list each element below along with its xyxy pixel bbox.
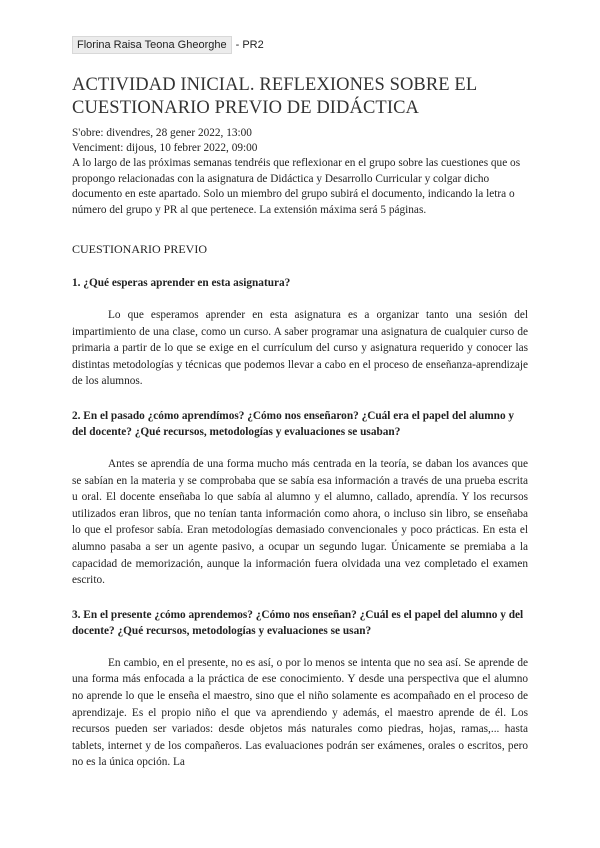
group-label: - PR2	[235, 39, 264, 51]
questionnaire-heading: CUESTIONARIO PREVIO	[72, 242, 207, 256]
activity-title: ACTIVIDAD INICIAL. REFLEXIONES SOBRE EL CUESTIONARIO PREVIO DE DIDÁCTICA	[72, 75, 477, 118]
answer-3: En cambio, en el presente, no es así, o por lo menos se intenta que no sea así. Se aprende de una forma más enfocada a la práctica de ese conocimiento. Y desde una perspectiva que el alumno no aprende lo que le enseña el maestro, sino que el niño solamente es acompañado en el proceso de aprendizaje. Es el propio niño el que va aprendiendo y además, el maestro aprende de él. Los recursos pueden ser variados: desde objetos más naturales como piedras, hojas, ramas,... hasta tablets, internet y de los compañeros. Las evaluaciones podrán ser exámenes, orales o escritos, pero no es la única opción. La	[72, 656, 528, 769]
question-2: 2. En el pasado ¿cómo aprendímos? ¿Cómo nos enseñaron? ¿Cuál era el papel del alumno y del docente? ¿Qué recursos, metodologías y evaluaciones se usaban?	[72, 409, 515, 438]
opened-date: S'obre: divendres, 28 gener 2022, 13:00	[72, 127, 252, 139]
question-3: 3. En el presente ¿cómo aprendemos? ¿Cómo nos enseñan? ¿Cuál es el papel del alumno y del docente? ¿Qué recursos, metodologías y evaluaciones se usan?	[72, 608, 524, 637]
question-1: 1. ¿Qué esperas aprender en esta asignatura?	[72, 277, 291, 289]
due-date: Venciment: dijous, 10 febrer 2022, 09:00	[72, 142, 258, 154]
activity-intro: A lo largo de las próximas semanas tendréis que reflexionar en el grupo sobre las cuestiones que os propongo relacionadas con la asignatura de Didáctica y Desarrollo Curricular y colgar dicho documento en este apartado. Solo un miembro del grupo subirá el documento, indicando la letra o número del grupo y PR al que pertenece. La extensión máxima será 5 páginas.	[72, 157, 521, 216]
document-page	[72, 74, 528, 771]
author-name: Florina Raisa Teona Gheorghe	[72, 36, 232, 54]
answer-1: Lo que esperamos aprender en esta asignatura es a organizar tanto una sesión del impartimiento de una clase, como un curso. A saber programar una asignatura de cualquier curso de primaria a partir de lo que se exige en el currículum del curso y asignatura requerido y conocer las distintas metodologías y técnicas que podemos llevar a cabo en el proceso de enseñanza-aprendizaje de los alumnos.	[72, 309, 528, 388]
answer-2: Antes se aprendía de una forma mucho más centrada en la teoría, se daban los avances que se sabían en la materia y se comprobaba que se sabía esa información a través de una prueba escrita u oral. El docente enseñaba lo que sabía al alumno y el alumno, callado, aprendía. Y los recursos utilizados eran libros, que no tenían tanta información como ahora, o incluso sin libro, se enseñaba lo que el profesor sabía. Eran metodologías demasiado convencionales y poco prácticas. En esta el alumno pasaba a ser un agente pasivo, a ocupar un segundo lugar. Únicamente se premiaba a la capacidad de memorización, aunque la información fuera olvidada una vez completado el examen escrito.	[72, 457, 528, 587]
document-header	[72, 36, 264, 54]
